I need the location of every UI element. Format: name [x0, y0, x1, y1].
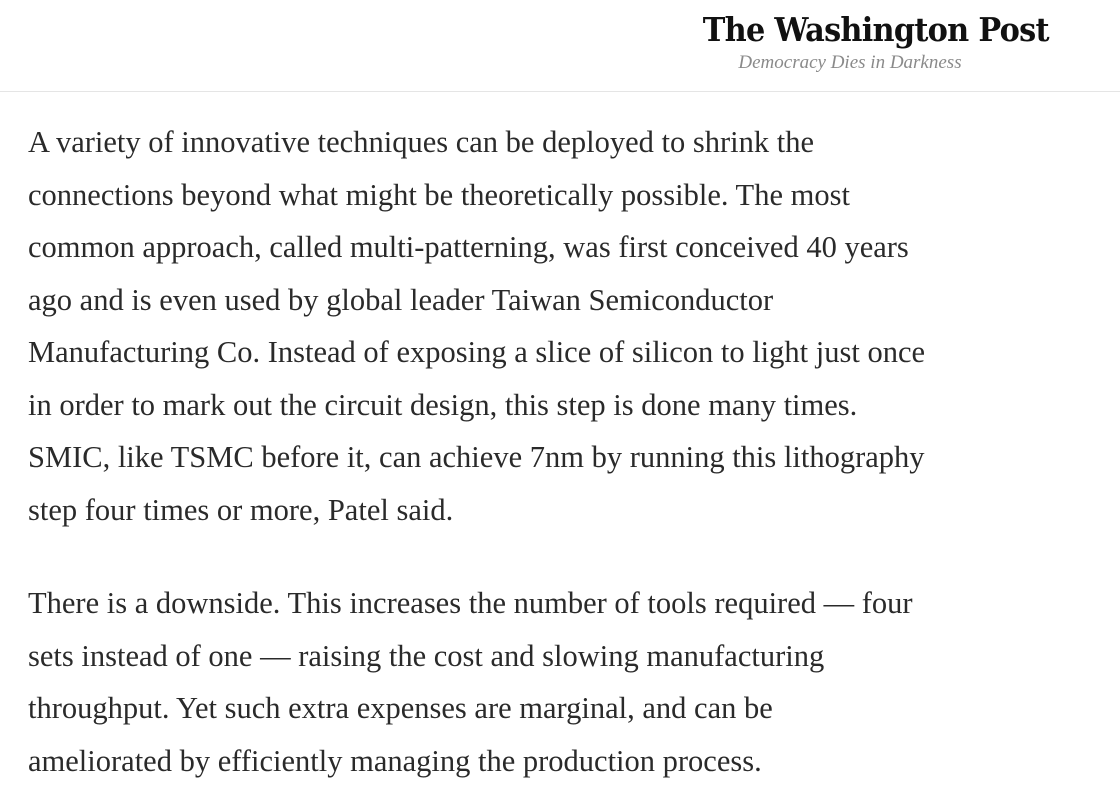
washington-post-logo: The Washington Post [702, 10, 1049, 49]
masthead [0, 0, 1120, 92]
tagline: Democracy Dies in Darkness [738, 52, 962, 73]
paragraph-line: ago and is even used by global leader Taiwan Semiconductor [28, 282, 774, 317]
paragraph-line: connections beyond what might be theoretically possible. The most [28, 177, 850, 212]
paragraph-line: ameliorated by efficiently managing the production process. [28, 743, 762, 778]
paragraph-line: sets instead of one — raising the cost and slowing manufacturing [28, 638, 825, 673]
article-paragraph [28, 577, 1098, 787]
article-paragraph [28, 116, 1098, 536]
paragraph-line: in order to mark out the circuit design, this step is done many times. [28, 387, 858, 422]
logo-link[interactable] [690, 10, 1049, 74]
paragraph-line: There is a downside. This increases the number of tools required — four [28, 586, 913, 620]
paragraph-line: throughput. Yet such extra expenses are marginal, and can be [28, 691, 773, 725]
paragraph-line: SMIC, like TSMC before it, can achieve 7nm by running this lithography [28, 440, 925, 474]
paragraph-line: step four times or more, Patel said. [28, 492, 454, 527]
paragraph-line: common approach, called multi-patterning, was first conceived 40 years [28, 230, 909, 264]
paragraph-line: Manufacturing Co. Instead of exposing a slice of silicon to light just once [28, 335, 926, 369]
article-body [28, 116, 1098, 787]
paragraph-line: A variety of innovative techniques can be deployed to shrink the [28, 125, 815, 159]
